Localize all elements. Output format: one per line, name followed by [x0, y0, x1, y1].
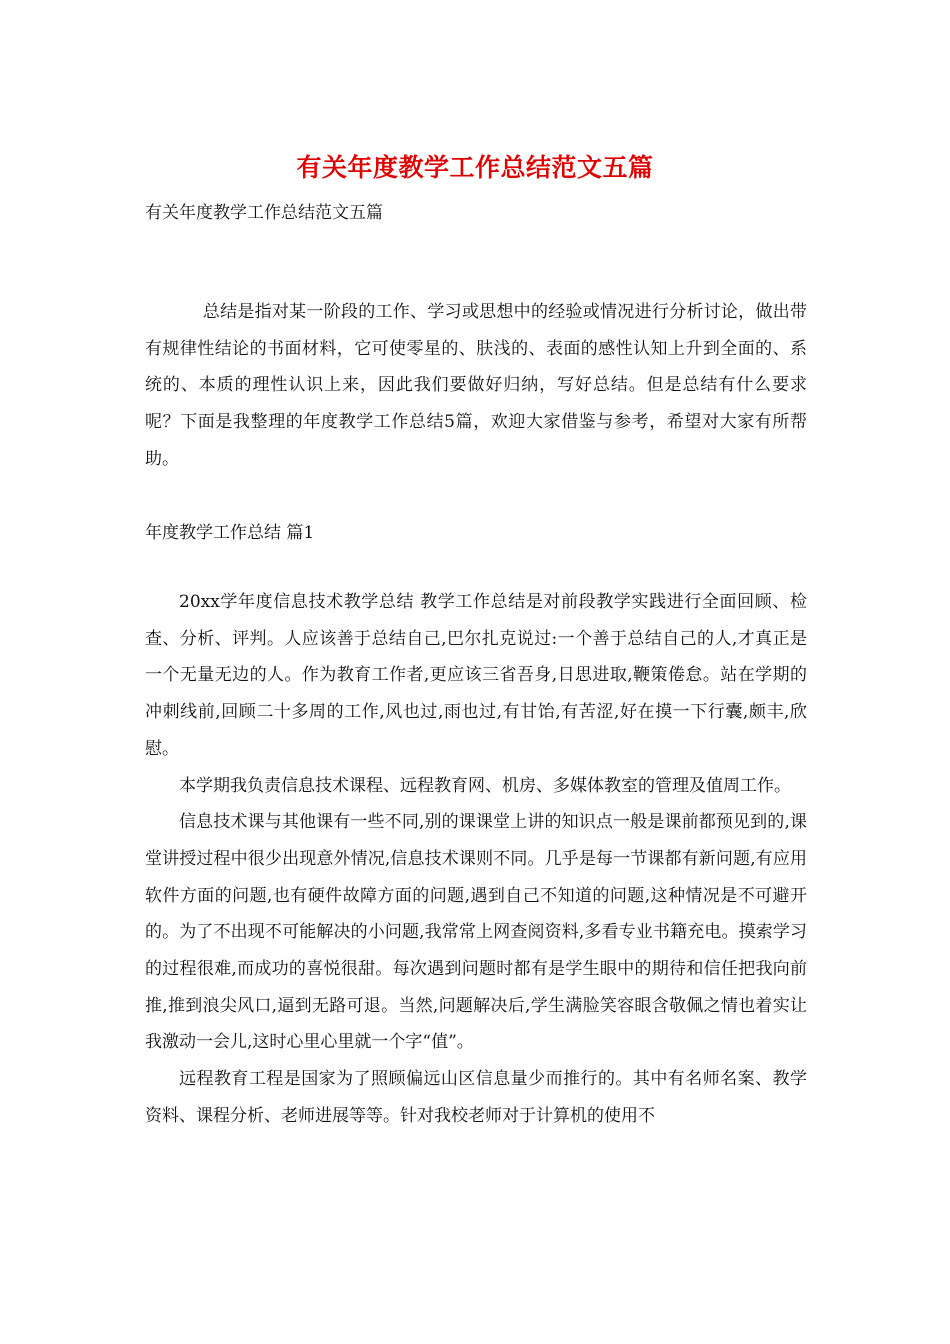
body-paragraph: 20xx学年度信息技术教学总结 教学工作总结是对前段教学实践进行全面回顾、检查、分析、评判。人应该善于总结自己,巴尔扎克说过:一个善于总结自己的人,才真正是一个无量无边的人。作为教育工作者,更应该三省吾身,日思进取,鞭策倦怠。站在学期的冲刺线前,回顾二十多周的工作,风也过,雨也过,有甘饴,有苦涩,好在摸一下行囊,颇丰,欣慰。 [145, 592, 807, 759]
section-1-body [145, 584, 807, 1135]
section-heading-1: 年度教学工作总结 篇1 [145, 523, 315, 543]
document-subtitle: 有关年度教学工作总结范文五篇 [145, 203, 383, 223]
intro-paragraph: 总结是指对某一阶段的工作、学习或思想中的经验或情况进行分析讨论，做出带有规律性结论的书面材料，它可使零星的、肤浅的、表面的感性认知上升到全面的、系统的、本质的理性认识上来，因此我们要做好归纳，写好总结。但是总结有什么要求呢？下面是我整理的年度教学工作总结5篇，欢迎大家借鉴与参考，希望对大家有所帮助。 [145, 302, 807, 469]
body-paragraph: 本学期我负责信息技术课程、远程教育网、机房、多媒体教室的管理及值周工作。 [179, 775, 791, 796]
body-paragraph: 信息技术课与其他课有一些不同,别的课课堂上讲的知识点一般是课前都预见到的,课堂讲授过程中很少出现意外情况,信息技术课则不同。几乎是每一节课都有新问题,有应用软件方面的问题,也有硬件故障方面的问题,遇到自己不知道的问题,这种情况是不可避开的。为了不出现不可能解决的小问题,我常常上网查阅资料,多看专业书籍充电。摸索学习的过程很难,而成功的喜悦很甜。每次遇到问题时都有是学生眼中的期待和信任把我向前推,推到浪尖风口,逼到无路可退。当然,问题解决后,学生满脸笑容眼含敬佩之情也着实让我激动一会儿,这时心里心里就一个字“值”。 [145, 812, 807, 1053]
intro-block [145, 294, 807, 478]
body-paragraph: 远程教育工程是国家为了照顾偏远山区信息量少而推行的。其中有名师名案、教学资料、课程分析、老师进展等等。针对我校老师对于计算机的使用不 [145, 1069, 807, 1126]
document-title: 有关年度教学工作总结范文五篇 [296, 153, 654, 182]
